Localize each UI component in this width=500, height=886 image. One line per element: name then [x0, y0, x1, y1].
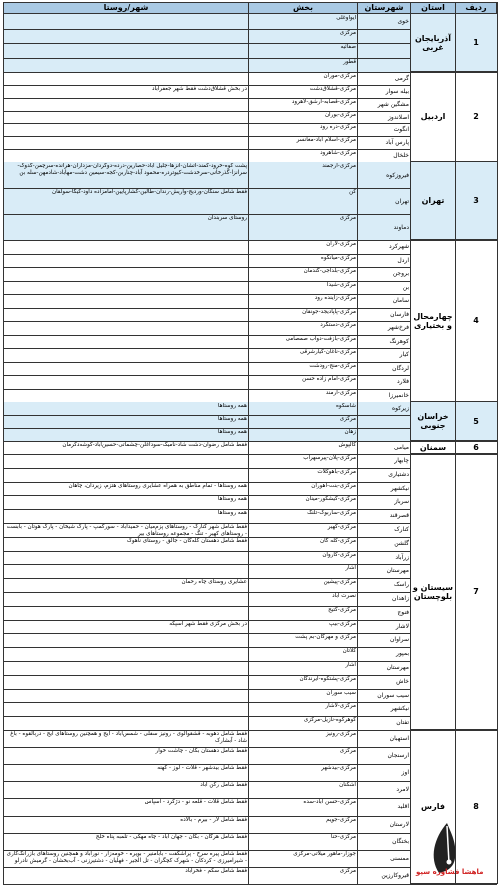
table-cell-bakhsh: مرکزی-بوران [324, 111, 356, 118]
table-cell-shahrestan: ممسنی [390, 854, 409, 862]
table-cell-shahrestan: فارسان [390, 310, 409, 318]
table-cell-shahr [3, 112, 249, 124]
table-cell-bakhsh: مرکزی-شیدا [326, 281, 356, 288]
table-cell-shahrestan: اصلاندوز [388, 113, 409, 121]
group-radif: 7 [455, 454, 497, 730]
table-cell-bakhsh: ایواوغلی [336, 15, 356, 21]
table-cell-shahrestan: گرمی [394, 75, 409, 82]
table-cell-bakhsh: مرکزی-امام زاده حسن [302, 376, 356, 382]
table-cell-shahrestan: زیرکوه [392, 405, 409, 412]
table-cell-bakhsh: مرکزی-زاینده رود [314, 295, 356, 301]
table-cell-shahrestan: کیار [399, 351, 409, 358]
table-cell-bakhsh: مرکزی-پاپادیجد-جونقان [302, 308, 356, 315]
table-cell-bakhsh: مرکزی-جویم [326, 816, 356, 823]
table-cell-bakhsh: مرکزی-پلان-پیرسهراب [303, 455, 356, 461]
table-cell-shahrestan: اقلید [397, 803, 409, 811]
table-cell-shahr [3, 717, 249, 730]
table-cell-bakhsh: مرکزی-قصابه-ارشق-لاهرود [291, 98, 356, 105]
table-cell-bakhsh: مرکزی-میانکوه [320, 254, 356, 261]
table-cell-shahr [3, 150, 249, 162]
table-cell-shahrestan: خانمیرزا [388, 391, 409, 399]
table-cell-shahrestan [357, 416, 411, 428]
header-radif: ردیف [455, 2, 497, 14]
table-cell-shahrestan: قیروکارزین [381, 871, 409, 879]
table-cell-shahr [3, 376, 249, 389]
logo-caption: ماهشا فشاوره سپو [416, 868, 484, 876]
table-cell-bakhsh: کن [349, 189, 356, 195]
column-divider [3, 2, 4, 884]
table-cell-shahrestan [357, 30, 411, 44]
header-shahrestan: شهرستان [357, 2, 411, 14]
table-cell-shahr [3, 676, 249, 689]
table-cell-shahr [3, 295, 249, 308]
table-cell-shahr: پشت کوه-خرود-کمند-آتشان-انزها-جلیل آباد-حصارین-درده-دوگردان-مزداران-هرانده-سرچمن-گدوک-سرانزا-گذرخانی-سرخدشت-کیوتردره-محمود آباد-چناربن-کجه-سیمین دشت-مهاباد-شادمهن-سله بن [17, 163, 247, 176]
table-cell-shahrestan: بن [402, 283, 409, 291]
table-cell-bakhsh: مرکزی-باهوکلات [317, 468, 356, 475]
table-cell-shahr [3, 124, 249, 136]
table-cell-bakhsh: مرکزی-گتیج [328, 606, 356, 613]
table-cell-bakhsh: مرکزی-موران [323, 73, 356, 79]
table-cell-bakhsh: مرکزی-اسلام آباد-مغانسر [296, 137, 356, 144]
table-cell-shahr [3, 309, 249, 322]
table-cell-shahrestan [357, 429, 411, 441]
table-cell-shahr: همه روستاها [217, 496, 247, 503]
group-ostan: اردبیل [410, 72, 456, 162]
table-cell-bakhsh: مرکزی-بازفت-دوآب صمصامی [285, 335, 356, 342]
header-shahr: شهر/روستا [3, 2, 249, 14]
table-cell-shahr [3, 703, 249, 716]
table-cell-bakhsh: اشکنان [339, 782, 356, 789]
table-cell-shahrestan: فیروزکوه [386, 172, 409, 179]
table-cell-shahr: فقط شامل سنگان-وردیج-واریش-رندان-طالین-کشارپایین-امامزاده داود-کیگا-سولقان [51, 189, 247, 195]
table-cell-shahrestan: زاهدان [392, 595, 409, 602]
table-cell-bakhsh: سیب سوران [326, 689, 356, 696]
table-cell-bakhsh: مرکزی [339, 215, 356, 221]
table-cell-shahrestan: مشگین شهر [377, 100, 409, 108]
table-cell-shahrestan: راسک [394, 581, 409, 589]
table-cell-bakhsh: آشار [345, 565, 356, 572]
table-cell-shahrestan: دماوند [393, 224, 409, 231]
table-cell-shahrestan: سراوان [390, 636, 409, 644]
table-cell-shahrestan: فنوج [397, 608, 409, 616]
table-cell-shahrestan: شهرکرد [389, 243, 409, 250]
table-cell-bakhsh: مرکزی-ساربوک-تلنگ [307, 510, 356, 517]
table-cell-shahrestan: انگوت [393, 126, 409, 134]
table-cell-shahr [3, 552, 249, 565]
table-cell-shahr: فقط شامل قلات - قلعه نو - دژکرد - اسپاس [144, 799, 247, 806]
table-cell-shahr [3, 390, 249, 403]
table-cell-bakhsh: آشار [345, 662, 356, 668]
table-cell-shahr: فقط شامل شهر کنارک - روستاهای پزم‌میان - حمیدآباد - سورکمپ - پارک شیخان - پارک هوتان - بابست - روستاهای کهیر - تنگ - مجموعه روستاهای بیر [6, 524, 247, 537]
table-cell-shahrestan: لاشار [395, 622, 409, 630]
table-cell-shahr [3, 363, 249, 376]
table-cell-shahrestan: نیکشهر [390, 705, 409, 713]
column-divider [248, 2, 249, 884]
table-cell-shahr: فقط شامل هرگان - بکان - جهان آباد - چاه مهکی - تلمبه پناه خلج [95, 833, 247, 840]
table-cell-bakhsh: مرکزی-حنا [330, 833, 356, 840]
table-cell-bakhsh: نصرت آباد [332, 593, 356, 599]
table-cell-shahr: فقط شامل پیره سرخ - پراشکفت - بابامنیر - بویره - خومه‌زار - نورآباد و همچنین روستاهای بازرانگ‌کاری - شیرامیرزی - کردکان - شهرک کچگران - تل الجیر - فهلیان - دشتیرزنی - آب‌بخشان - گرمیش نادرلو [6, 850, 247, 864]
table-cell-bakhsh: مرکزی-ارمند [325, 389, 356, 396]
table-cell-shahr: فقط شامل دهستان بکان - چاشت خوار [155, 748, 247, 755]
table-cell-shahrestan: اوز [401, 769, 409, 777]
group-radif: 8 [455, 730, 497, 884]
row-divider [3, 884, 497, 885]
table-cell-shahr [3, 349, 249, 362]
group-ostan: سیستان و بلوچستان [410, 454, 456, 730]
table-cell-shahr: فقط شامل سکم - فخرآباد [185, 867, 247, 874]
table-cell-shahrestan: خاش [396, 677, 409, 685]
table-cell-bakhsh: مرکزی-ناغان-کیارشرقی [299, 349, 356, 355]
table-cell-shahrestan: اردل [397, 256, 409, 264]
table-cell-shahrestan: بروجن [392, 270, 409, 277]
table-cell-shahrestan: کنارک [394, 526, 409, 533]
table-cell-shahr: فقط شامل رکن آباد [200, 782, 247, 789]
table-cell-bakhsh: مرکزی-قشلاق‌دشت [309, 85, 356, 92]
group-ostan: تهران [410, 162, 456, 240]
table-cell-shahrestan: بیله سوار [385, 87, 409, 95]
table-cell-shahr [3, 15, 249, 29]
table-cell-shahrestan: ارسنجان [387, 752, 409, 760]
table-cell-shahr [3, 634, 249, 647]
group-ostan: سمنان [410, 441, 456, 454]
table-cell-bakhsh: مرکزی-پیشین [323, 579, 356, 586]
group-ostan: خراسان جنوبی [410, 402, 456, 441]
table-cell-bakhsh: کالپوش [338, 442, 356, 448]
table-cell-shahr [3, 73, 249, 85]
table-cell-shahr [3, 662, 249, 675]
table-cell-bakhsh: جوزار-ماهور میلاتی-مرکزی [293, 850, 356, 857]
table-cell-shahr: همه روستاها [217, 429, 247, 435]
table-cell-shahrestan: قصرقند [389, 512, 409, 520]
table-cell-bakhsh: مرکزی-رونیز [326, 731, 356, 737]
table-cell-bakhsh: زهان [344, 429, 356, 435]
column-divider [497, 2, 498, 884]
table-cell-shahr: عشایری روستای چاه رحمان [181, 579, 247, 586]
table-cell-bakhsh: مرکزی [339, 29, 356, 36]
header-bakhsh: بخش [248, 2, 358, 14]
group-radif: 5 [455, 402, 497, 441]
table-cell-shahr: فقط شامل رضوان-دشت شاد-نامیک-سوداغلن-چشماتی-حسین‌آباد-کوشه‌دکرمان [62, 442, 247, 448]
table-cell-bakhsh: مرکزی [339, 867, 356, 874]
table-cell-shahr [3, 469, 249, 482]
table-cell-shahr [3, 565, 249, 578]
table-cell-shahrestan: سرباز [394, 498, 409, 506]
table-cell-shahrestan: فرخ‌شهر [387, 324, 409, 331]
group-ostan: فارس [410, 730, 456, 884]
table-cell-shahrestan [357, 59, 411, 73]
table-cell-shahr [3, 648, 249, 661]
table-cell-shahr: فقط شامل دهستان کله‌گان - جالق - روستای ناهوک [126, 537, 247, 544]
table-cell-shahrestan: مهرستان [386, 664, 409, 671]
table-cell-shahr [3, 99, 249, 111]
table-cell-shahrestan: سامان [392, 297, 409, 304]
table-cell-shahrestan: بختگان [392, 837, 409, 845]
table-cell-shahrestan: دشتیاری [388, 470, 409, 478]
table-cell-shahrestan: تفتان [396, 719, 409, 727]
table-cell-bakhsh: قطور [343, 58, 356, 65]
table-cell-shahr: در بخش قشلاق‌دشت فقط شهر جعفرآباد [152, 85, 247, 92]
group-ostan: آذربایجان غربی [410, 14, 456, 72]
table-cell-shahrestan: لامرد [396, 786, 409, 794]
table-cell-bakhsh: مرکزی-حسن آباد-سده [303, 799, 356, 806]
table-cell-shahr [3, 255, 249, 268]
table-cell-bakhsh: مرکزی-بیپ [329, 620, 356, 627]
table-cell-bakhsh: مرکزی-دره رود [319, 124, 356, 131]
table-cell-shahr: همه روستاها - تمام مناطق به همراه عشایری روستاهای هتزم، زیردان، چاهان [68, 482, 247, 489]
table-cell-shahr [3, 690, 249, 703]
group-radif: 3 [455, 162, 497, 240]
table-cell-bakhsh: مرکزی و مهرگان-بم پشت [295, 634, 356, 641]
table-cell-shahr: همه روستاها [217, 510, 247, 517]
table-cell-shahrestan: استهبان [389, 735, 409, 742]
table-cell-shahrestan: تهران [395, 198, 409, 205]
table-cell-shahr: همه روستاها [217, 403, 247, 409]
table-cell-bakhsh: مرکزی-بنت-آهوران [311, 482, 356, 489]
column-divider [455, 2, 456, 884]
group-radif: 1 [455, 14, 497, 72]
table-cell-shahrestan: فلارد [396, 378, 409, 385]
table-cell-bakhsh: مرکزی-بلداجی-گندمان [303, 268, 356, 274]
table-cell-shahr [3, 593, 249, 606]
table-cell-shahr [3, 241, 249, 254]
table-cell-shahrestan: گلشن [394, 539, 409, 547]
table-cell-shahrestan: خلخال [393, 152, 409, 160]
table-cell-shahr [3, 59, 249, 73]
table-cell-shahrestan: خوی [397, 18, 409, 25]
table-cell-bakhsh: مرکزی-بیدشهر [321, 765, 356, 772]
table-cell-bakhsh: مرکزی-کیشکور-مینان [305, 496, 356, 503]
group-ostan: چهارمحال و بختیاری [410, 240, 456, 402]
table-cell-bakhsh: صفائیه [340, 44, 356, 50]
table-cell-shahr: در بخش مرکزی فقط شهر اسپکه [169, 620, 247, 627]
table-cell-shahr [3, 607, 249, 620]
column-divider [410, 2, 411, 884]
table-cell-bakhsh: مرکزی-شاهرود [320, 150, 356, 157]
group-radif: 6 [455, 441, 497, 454]
table-cell-shahr: فقط شامل دهوبه - قشقوالوی - رونیز سفلی - شمس‌آباد - ایج و همچنین روستاهای ایج - دربالقوه - باغ شاد - آبشارک [10, 731, 247, 744]
table-cell-shahrestan: لارستان [389, 820, 409, 828]
table-cell-bakhsh: مرکزی-لاران [326, 241, 356, 247]
table-cell-shahrestan: نیکشهر [390, 484, 409, 492]
table-cell-shahr [3, 44, 249, 58]
table-cell-shahrestan: بمپور [396, 650, 409, 658]
table-cell-bakhsh: مرکزی-دستگرد [320, 322, 356, 328]
table-cell-shahr: فقط شامل بیدشهر - قلات - لوز - کهنه [157, 765, 247, 772]
table-cell-shahrestan: میامی [393, 444, 409, 451]
table-cell-bakhsh: مرکزی [339, 748, 356, 755]
table-cell-bakhsh: مرکزی [339, 416, 356, 422]
table-cell-shahr [3, 282, 249, 295]
table-cell-shahrestan: لردگان [392, 364, 409, 372]
table-cell-shahr [3, 322, 249, 335]
table-cell-shahr [3, 268, 249, 281]
table-cell-bakhsh: مرکزی-لاشار [325, 703, 356, 710]
table-cell-shahrestan: سیب سوران [377, 691, 409, 699]
header-ostan: استان [410, 2, 456, 14]
group-radif: 2 [455, 72, 497, 162]
table-cell-bakhsh: مرکزی-کهیر [327, 524, 356, 530]
table-cell-bakhsh: مرکزی-کاروان [322, 551, 356, 558]
table-cell-shahrestan: چابهار [394, 457, 409, 464]
table-cell-shahr [3, 137, 249, 149]
table-cell-shahr: روستای سربندان [207, 215, 247, 221]
table-cell-shahr: فقط شامل لار - بیرم - بالاده [180, 816, 247, 823]
table-cell-bakhsh: گوهرکوه-نازیل-مرکزی [303, 717, 356, 724]
table-cell-shahrestan: مهرستان [386, 567, 409, 575]
table-cell-shahr [3, 30, 249, 44]
table-cell-shahrestan: زرآباد [395, 553, 409, 561]
table-cell-bakhsh: کلاتان [342, 648, 356, 655]
table-cell-shahrestan: کوهرنگ [389, 337, 409, 345]
column-divider [357, 2, 358, 884]
table-cell-shahr [3, 336, 249, 349]
table-cell-bakhsh: مرکزی-پشتکوه-ایرندگان [299, 675, 356, 682]
group-radif: 4 [455, 240, 497, 402]
table-cell-shahrestan [357, 44, 411, 58]
table-cell-bakhsh: مرکزی-کله گان [320, 537, 356, 544]
table-cell-shahr [3, 455, 249, 468]
table-cell-shahrestan: پارس آباد [385, 139, 409, 147]
table-cell-bakhsh: مرکزی-منج-رودشت [309, 362, 356, 369]
table-cell-bakhsh: شاسکوه [336, 403, 356, 409]
table-cell-shahr: همه روستاها [217, 416, 247, 422]
table-cell-bakhsh: مرکزی-ارجمند [322, 163, 356, 169]
